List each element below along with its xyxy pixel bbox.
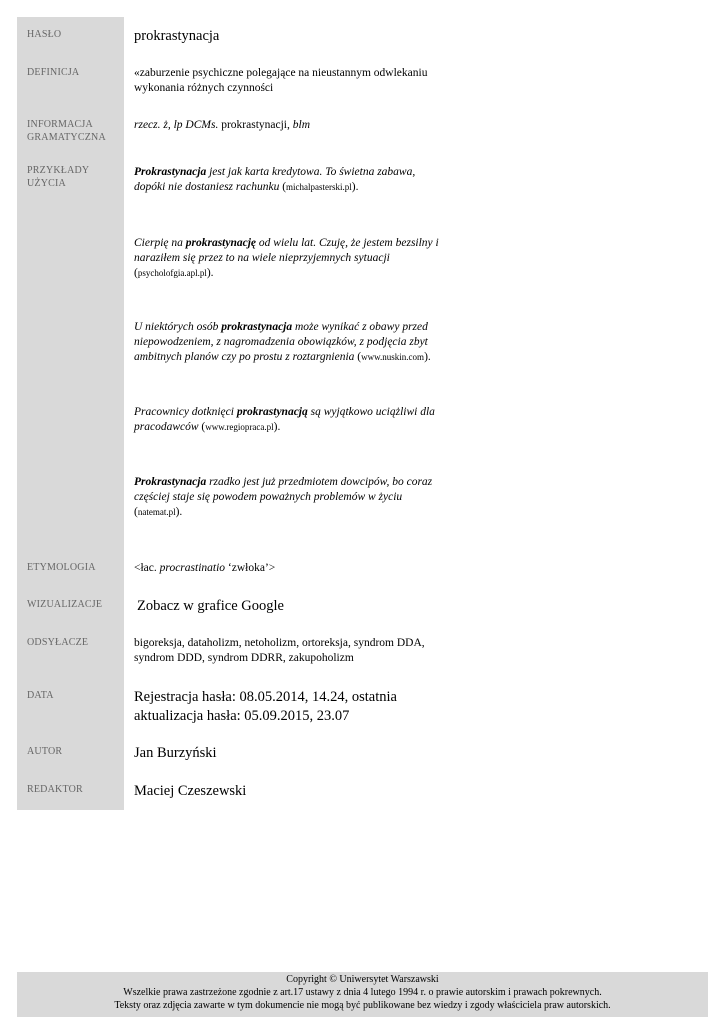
grammar-info-italic-1: rzecz. ż, lp DCMs. xyxy=(134,119,219,131)
example-source: (michalpasterski.pl). xyxy=(282,181,359,193)
grammar-info xyxy=(134,118,464,133)
footer-notice: Teksty oraz zdjęcia zawarte w tym dokumencie nie mogą być publikowane bez wiedzy i zgody właściciela praw autorskich. xyxy=(114,1000,611,1011)
author-name: Jan Burzyński xyxy=(134,745,217,761)
copyright-footer xyxy=(17,972,708,1017)
example-source: (natemat.pl). xyxy=(134,506,183,518)
grammar-info-italic-2: blm xyxy=(292,119,311,131)
usage-example xyxy=(134,165,444,195)
etymology-post: ‘zwłoka’> xyxy=(225,562,276,574)
example-text: może wynikać z obawy przed niepowodzeniem, z nagromadzenia obowiązków, z podjęcia zbyt ambitnych planów czy po prostu z roztargnienia xyxy=(134,321,428,363)
example-keyword: Prokrastynacja xyxy=(134,166,207,178)
etymologia-label: ETYMOLOGIA xyxy=(27,562,96,573)
etymology-pre: <łac. xyxy=(134,562,160,574)
example-keyword: Prokrastynacja xyxy=(134,476,207,488)
data-label: DATA xyxy=(27,690,54,701)
example-text: od wielu lat. Czuję, że jestem bezsilny i naraziłem się przez to na wiele nieprzyjemnych sytuacji xyxy=(134,237,439,264)
informacja-label-line1: INFORMACJA xyxy=(27,119,93,130)
przyklady-label-line2: UŻYCIA xyxy=(27,178,66,189)
haslo-label: HASŁO xyxy=(27,29,62,40)
definicja-label: DEFINICJA xyxy=(27,67,80,78)
usage-example xyxy=(134,320,446,365)
example-keyword: prokrastynację xyxy=(185,237,257,249)
etymology-latin: procrastinatio xyxy=(159,562,226,574)
usage-example xyxy=(134,405,452,435)
example-source-text: michalpasterski.pl xyxy=(286,182,352,192)
footer-rights: Wszelkie prawa zastrzeżone zgodnie z art.17 ustawy z dnia 4 lutego 1994 r. o prawie autorskim i prawach pokrewnych. xyxy=(123,987,602,998)
wizualizacje-label: WIZUALIZACJE xyxy=(27,599,103,610)
redaktor-label: REDAKTOR xyxy=(27,784,83,795)
example-source-text: www.regiopraca.pl xyxy=(205,422,274,432)
headword: prokrastynacja xyxy=(134,28,220,44)
example-text: są wyjątkowo uciążliwi dla pracodawców xyxy=(134,406,435,433)
example-source-text: www.nuskin.com xyxy=(361,352,425,362)
usage-example xyxy=(134,475,446,520)
example-text: Cierpię na xyxy=(134,237,186,249)
example-keyword: prokrastynacja xyxy=(221,321,293,333)
entry-dates: Rejestracja hasła: 08.05.2014, 14.24, ostatnia aktualizacja hasła: 05.09.2015, 23.07 xyxy=(134,689,397,724)
example-text: rzadko jest już przedmiotem dowcipów, bo coraz częściej staje się powodem poważnych problemów w życiu xyxy=(134,476,433,503)
przyklady-label-line1: PRZYKŁADY xyxy=(27,165,90,176)
etymology xyxy=(134,561,464,576)
example-text: U niektórych osób xyxy=(134,321,222,333)
usage-example xyxy=(134,236,452,281)
example-keyword: prokrastynacją xyxy=(236,406,308,418)
grammar-info-normal: prokrastynacji, xyxy=(218,119,293,131)
google-images-link[interactable]: Zobacz w grafice Google xyxy=(137,598,284,614)
example-source: (www.regiopraca.pl). xyxy=(201,421,281,433)
example-source-text: psycholofgia.apl.pl xyxy=(137,268,207,278)
definition-text: «zaburzenie psychiczne polegające na nieustannym odwlekaniu wykonania różnych czynności xyxy=(134,67,428,94)
example-text: Pracownicy dotknięci xyxy=(134,406,237,418)
example-source: (www.nuskin.com). xyxy=(357,351,431,363)
cross-references: bigoreksja, dataholizm, netoholizm, ortoreksja, syndrom DDA, syndrom DDD, syndrom DDRR, zakupoholizm xyxy=(134,637,425,664)
footer-copyright: Copyright © Uniwersytet Warszawski xyxy=(286,974,439,985)
informacja-label-line2: GRAMATYCZNA xyxy=(27,132,106,143)
example-source: (psycholofgia.apl.pl). xyxy=(134,267,214,279)
example-text: jest jak karta kredytowa. To świetna zabawa, dopóki nie dostaniesz rachunku xyxy=(134,166,416,193)
informacja-gramatyczna-label xyxy=(27,118,122,144)
autor-label: AUTOR xyxy=(27,746,63,757)
example-source-text: natemat.pl xyxy=(137,507,176,517)
odsylacze-label: ODSYŁACZE xyxy=(27,637,89,648)
editor-name: Maciej Czeszewski xyxy=(134,783,247,799)
przyklady-label xyxy=(27,164,122,190)
